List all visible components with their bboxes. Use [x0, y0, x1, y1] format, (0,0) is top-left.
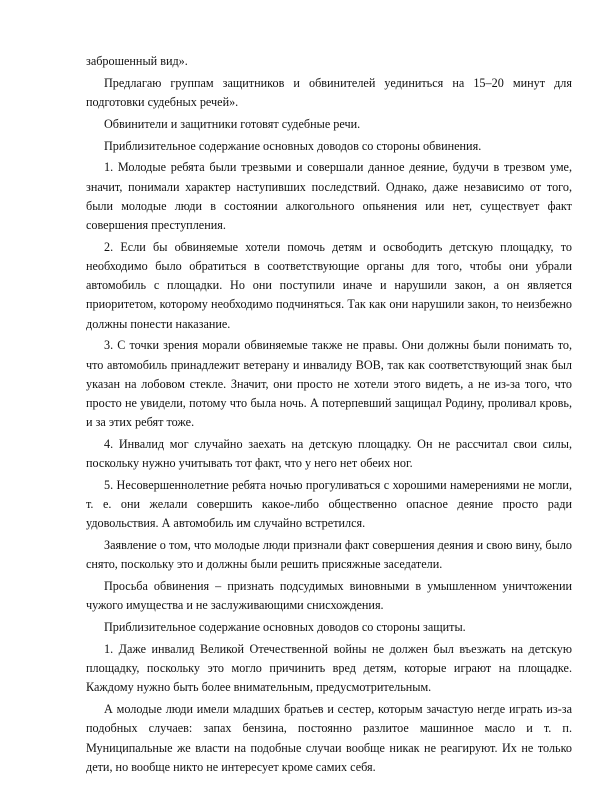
paragraph: Предлагаю группам защитников и обвинителей уединиться на 15–20 минут для подготовки судебных речей». [86, 75, 572, 109]
paragraph: Заявление о том, что молодые люди признали факт совершения деяния и свою вину, было снято, поскольку это и должны были решить присяжные заседатели. [86, 538, 572, 572]
paragraph: Просьба обвинения – признать подсудимых виновными в умышленном уничтожении чужого имущества и не заслуживающими снисхождения. [86, 579, 572, 613]
paragraph: Приблизительное содержание основных доводов со стороны обвинения. [104, 138, 482, 153]
paragraph: Обвинители и защитники готовят судебные речи. [104, 116, 361, 131]
paragraph: 1. Даже инвалид Великой Отечественной войны не должен был въезжать на детскую площадку, поскольку это могло причинить вред детям, которые играют на площадке. Каждому нужно быть более внимательным, предусмотрительным. [86, 642, 572, 695]
paragraph: 3. С точки зрения морали обвиняемые также не правы. Они должны были понимать то, что автомобиль принадлежит ветерану и инвалиду ВОВ, так как соответствующий знак был указан на лобовом стекле. Значит, они просто не хотели этого видеть, а не из-за того, что просто не увидели, потому что была ночь. А потерпевший защищал Родину, проливал кровь, и за этих ребят тоже. [86, 338, 572, 430]
document-page [86, 52, 572, 780]
paragraph: 5. Несовершеннолетние ребята ночью прогуливаться с хорошими намерениями не могли, т. е. они желали совершить какое-либо общественно опасное деяние просто ради удовольствия. А автомобиль им случайно встретился. [86, 478, 572, 531]
paragraph: Приблизительное содержание основных доводов со стороны защиты. [104, 620, 466, 635]
paragraph: 2. Если бы обвиняемые хотели помочь детям и освободить детскую площадку, то необходимо было обратиться в соответствующие органы для того, чтобы они убрали автомобиль с площадки. Но они поступили иначе и нарушили закон, а он является приоритетом, которому необходимо подчиняться. Так как они нарушили закон, то неизбежно должны понести наказание. [86, 239, 572, 331]
paragraph: заброшенный вид». [86, 54, 188, 68]
paragraph: А молодые люди имели младших братьев и сестер, которым зачастую негде играть из-за подобных случаев: запах бензина, постоянно разлитое машинное масло и т. п. Муниципальные же власти на подобные случаи вообще никак не реагируют. Их не только дети, но вообще никто не интересует кроме самих себя. [86, 702, 572, 774]
paragraph: 4. Инвалид мог случайно заехать на детскую площадку. Он не рассчитал свои силы, поскольку нужно учитывать тот факт, что у него нет обеих ног. [86, 437, 572, 471]
paragraph: 1. Молодые ребята были трезвыми и совершали данное деяние, будучи в трезвом уме, значит, понимали характер наступивших последствий. Однако, даже независимо от того, были молодые люди в состоянии алкогольного опьянения или нет, существует факт совершения преступления. [86, 160, 572, 232]
